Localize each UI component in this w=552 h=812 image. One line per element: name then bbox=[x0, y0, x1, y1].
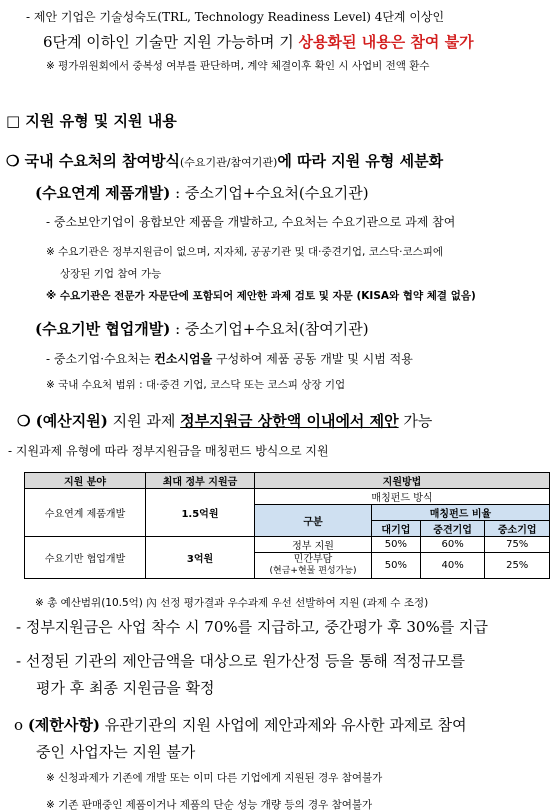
size-small: 중소기업 bbox=[485, 521, 550, 537]
priv-ratio: 40% bbox=[420, 553, 485, 579]
field-cell: 수요연계 제품개발 bbox=[25, 489, 146, 537]
size-large: 대기업 bbox=[372, 521, 421, 537]
header-field: 지원 분야 bbox=[25, 473, 146, 489]
note-duplicate: ※ 평가위원회에서 중복성 여부를 판단하며, 계약 체결이후 확인 시 사업비 전액 환수 bbox=[46, 60, 430, 72]
cost-line-1: - 선정된 기관의 제안금액을 대상으로 원가산정 등을 통해 적정규모를 bbox=[16, 652, 465, 670]
type1-note-2: ※ 수요기관은 전문가 자문단에 포함되어 제안한 과제 검토 및 자문 (KISA와 협약 체결 없음) bbox=[46, 290, 476, 302]
type2-desc: - 중소기업·수요처는 컨소시엄을 구성하여 제품 공동 개발 및 시범 적용 bbox=[46, 352, 413, 366]
type1-note-1b: 상장된 기업 참여 가능 bbox=[60, 268, 162, 280]
restriction-note-2: ※ 기존 판매중인 제품이거나 제품의 단순 성능 개량 등의 경우 참여불가 bbox=[46, 799, 373, 811]
gov-ratio: 75% bbox=[485, 537, 550, 553]
method-title: 매칭펀드 방식 bbox=[255, 489, 550, 505]
trl-line-1: - 제안 기업은 기술성숙도(TRL, Technology Readiness Level) 4단계 이상인 bbox=[26, 10, 445, 24]
priv-ratio: 25% bbox=[485, 553, 550, 579]
gov-ratio: 60% bbox=[420, 537, 485, 553]
not-allowed-text: 상용화된 내용은 참여 불가 bbox=[298, 33, 474, 51]
size-mid: 중견기업 bbox=[420, 521, 485, 537]
amount-cell: 3억원 bbox=[146, 537, 255, 579]
priv-label: 민간부담 (현금+현물 편성가능) bbox=[255, 553, 372, 579]
type1-desc: - 중소보안기업이 융합보안 제품을 개발하고, 수요처는 수요기관으로 과제 참여 bbox=[46, 215, 456, 229]
ratio-header: 매칭펀드 비율 bbox=[372, 505, 550, 521]
restriction-line-1: o (제한사항) 유관기관의 지원 사업에 제안과제와 유사한 과제로 참여 bbox=[14, 716, 467, 734]
header-amount: 최대 정부 지원금 bbox=[146, 473, 255, 489]
budget-heading: ❍ (예산지원) 지원 과제 정부지원금 상한액 이내에서 제안 가능 bbox=[17, 412, 433, 430]
payment-line: - 정부지원금은 사업 착수 시 70%를 지급하고, 중간평가 후 30%를 지급 bbox=[16, 618, 488, 636]
restriction-note-1: ※ 신청과제가 기존에 개발 또는 이미 다른 기업에게 지원된 경우 참여불가 bbox=[46, 772, 383, 784]
participation-heading: ❍ 국내 수요처의 참여방식(수요기관/참여기관)에 따라 지원 유형 세분화 bbox=[6, 152, 444, 170]
gubun-cell: 구분 bbox=[255, 505, 372, 537]
header-method: 지원방법 bbox=[255, 473, 550, 489]
type2-note: ※ 국내 수요처 범위 : 대·중견 기업, 코스닥 또는 코스피 상장 기업 bbox=[46, 379, 346, 391]
type2-title: (수요기반 협업개발) : 중소기업+수요처(참여기관) bbox=[35, 320, 369, 338]
type1-note-1: ※ 수요기관은 정부지원금이 없으며, 지자체, 공공기관 및 대·중견기업, 코스닥·코스피에 bbox=[46, 246, 444, 258]
restriction-line-2: 중인 사업자는 지원 불가 bbox=[36, 743, 196, 761]
amount-cell: 1.5억원 bbox=[146, 489, 255, 537]
field-cell: 수요기반 협업개발 bbox=[25, 537, 146, 579]
priv-ratio: 50% bbox=[372, 553, 421, 579]
trl-line-2: 6단계 이하인 기술만 지원 가능하며 기 상용화된 내용은 참여 불가 bbox=[43, 33, 474, 51]
cost-line-2: 평가 후 최종 지원금을 확정 bbox=[36, 679, 215, 697]
funding-table bbox=[24, 472, 550, 579]
budget-note: ※ 총 예산범위(10.5억) 內 선정 평가결과 우수과제 우선 선발하여 지원 (과제 수 조정) bbox=[35, 597, 429, 609]
gov-label: 정부 지원 bbox=[255, 537, 372, 553]
type1-title: (수요연계 제품개발) : 중소기업+수요처(수요기관) bbox=[35, 184, 369, 202]
gov-ratio: 50% bbox=[372, 537, 421, 553]
section-heading: □ 지원 유형 및 지원 내용 bbox=[6, 112, 177, 130]
budget-desc: - 지원과제 유형에 따라 정부지원금을 매칭펀드 방식으로 지원 bbox=[8, 444, 329, 458]
